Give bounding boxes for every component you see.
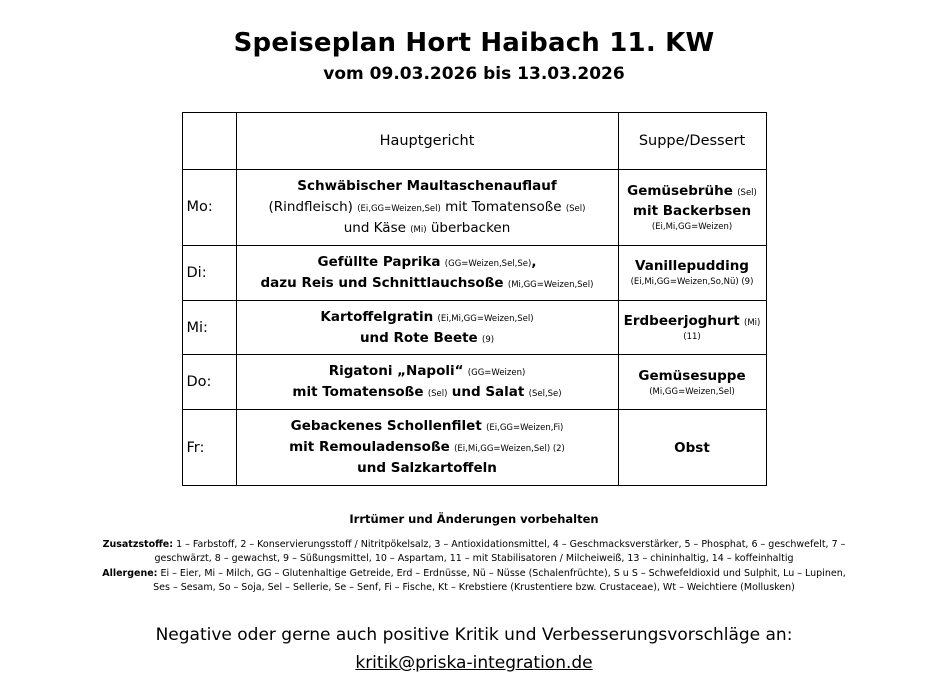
disclaimer-text: Irrtümer und Änderungen vorbehalten [349,512,599,527]
side-line: Vanillepudding [635,258,749,275]
table-row [182,170,766,246]
legend-block [94,538,854,595]
dish-line: und Salzkartoffeln [357,460,497,477]
soup-dessert-monday [618,170,766,246]
allergen-code: (GG=Weizen,Sel,Se) [444,258,532,269]
dish-text: Gebackenes Schollenfilet [290,418,482,435]
allergen-code: (Ei,Mi,GG=Weizen,So,Nü) (9) [630,277,754,288]
main-dish-thursday [236,355,618,410]
allergen-code: (9) [482,334,495,345]
additives-legend [94,538,854,567]
header-cell-main-dish: Hauptgericht [236,113,618,170]
dish-text: dazu Reis und Schnittlauchsoße [260,274,504,291]
menu-table [182,112,767,486]
main-dish-tuesday [236,245,618,300]
table-row [182,245,766,300]
soup-dessert-thursday [618,355,766,410]
allergen-code: (GG=Weizen) [467,368,526,379]
dish-line [241,307,614,328]
dish-line [241,218,614,239]
day-label-wednesday: Mi: [182,300,236,355]
menu-document [0,28,948,697]
dish-text: Rigatoni „Napoli“ [328,363,464,380]
soup-dessert-wednesday [618,300,766,355]
allergen-code: (Mi,GG=Weizen,Sel) [507,279,594,290]
dish-text: und Rote Beete [359,329,478,346]
day-label-friday: Fr: [182,410,236,486]
allergen-code: (Sel) [565,203,586,214]
side-line: mit Backerbsen [632,203,752,219]
allergen-code: (Mi,GG=Weizen,Sel) [649,387,735,398]
dish-text: Kartoffelgratin [320,308,434,325]
dish-line [241,382,614,403]
allergen-code: (Ei,Mi,GG=Weizen,Sel) [437,313,534,324]
additives-text: 1 – Farbstoff, 2 – Konservierungsstoff / Nitritpökelsalz, 3 – Antioxidationsmittel, 4 – Geschmacksverstärker, 5 – Phosphat, 6 – geschwefelt, 7 – geschwärzt, 8 – gewachst, 9 – Süßungsmittel, 10 – Aspartam, 11 – mit Stabilisatoren / Milcheiweiß, 13 – chininhaltig, 14 – koffeinhaltig [154,539,846,565]
soup-dessert-friday [618,410,766,486]
side-text: Erdbeerjoghurt [623,313,740,330]
dish-line: Schwäbischer Maultaschenauflauf [297,178,557,194]
table-row [182,355,766,410]
day-label-monday: Mo: [182,170,236,246]
dish-text: und Käse [343,219,406,236]
day-label-tuesday: Di: [182,245,236,300]
allergen-code: (Ei,Mi,GG=Weizen) [651,222,733,233]
main-dish-friday [236,410,618,486]
table-row [182,300,766,355]
dish-text: (Rindfleisch) [268,198,353,215]
dish-line [241,416,614,437]
dish-line [241,252,614,273]
side-line [623,181,762,201]
side-line: Gemüsesuppe [638,367,746,384]
allergen-code: (Ei,Mi,GG=Weizen,Sel) (2) [454,444,565,455]
allergens-legend [94,567,854,596]
dish-line [241,273,614,294]
additives-label: Zusatzstoffe: [102,539,174,551]
side-line [623,311,762,331]
soup-dessert-tuesday [618,245,766,300]
dish-text: mit Remouladensoße [289,439,450,456]
day-label-thursday: Do: [182,355,236,410]
dish-text: mit Tomatensoße [292,384,424,401]
allergen-code: (Ei,GG=Weizen,Sel) [357,203,441,214]
allergen-code: (11) [683,332,701,343]
allergen-code: (Mi) [744,318,761,329]
dish-text: überbacken [430,219,511,236]
page-title: Speiseplan Hort Haibach 11. KW [233,28,715,58]
table-header-row [182,113,766,170]
allergen-code: (Sel,Se) [528,389,562,400]
dish-line [241,328,614,349]
dish-line [241,197,614,218]
main-dish-wednesday [236,300,618,355]
main-dish-monday [236,170,618,246]
dish-text: und Salat [451,384,525,401]
table-row [182,410,766,486]
allergen-code: (Sel) [427,389,448,400]
allergens-label: Allergene: [102,567,158,579]
allergen-code: (Mi) [410,224,427,235]
allergen-code: (Sel) [737,187,757,198]
side-line: Obst [674,439,710,456]
feedback-prompt: Negative oder gerne auch positive Kritik und Verbesserungsvorschläge an: [155,625,793,646]
dish-line [241,437,614,458]
allergens-text: Ei – Eier, Mi – Milch, GG – Glutenhaltige Getreide, Erd – Erdnüsse, Nü – Nüsse (Schalenfrüchte), S u S – Schwefeldioxid und Sulphit, Lu – Lupinen, Ses – Sesam, So – Soja, Sel – Sellerie, Se – Senf, Fi – Fische, Kt – Krebstiere (Krustentiere bzw. Crustaceae), Wt – Weichtiere (Mollusken) [153,567,846,593]
allergen-code: (Ei,GG=Weizen,Fi) [486,423,564,434]
dish-text: mit Tomatensoße [445,198,562,215]
footer-block [0,625,948,673]
header-cell-empty [182,113,236,170]
header-cell-soup-dessert: Suppe/Dessert [618,113,766,170]
side-text: Gemüsebrühe [627,182,733,199]
dish-line [241,361,614,382]
dish-text: , [531,253,537,270]
feedback-email-link[interactable]: kritik@priska-integration.de [355,653,593,674]
dish-text: Gefüllte Paprika [317,253,441,270]
page-subtitle: vom 09.03.2026 bis 13.03.2026 [323,64,625,84]
